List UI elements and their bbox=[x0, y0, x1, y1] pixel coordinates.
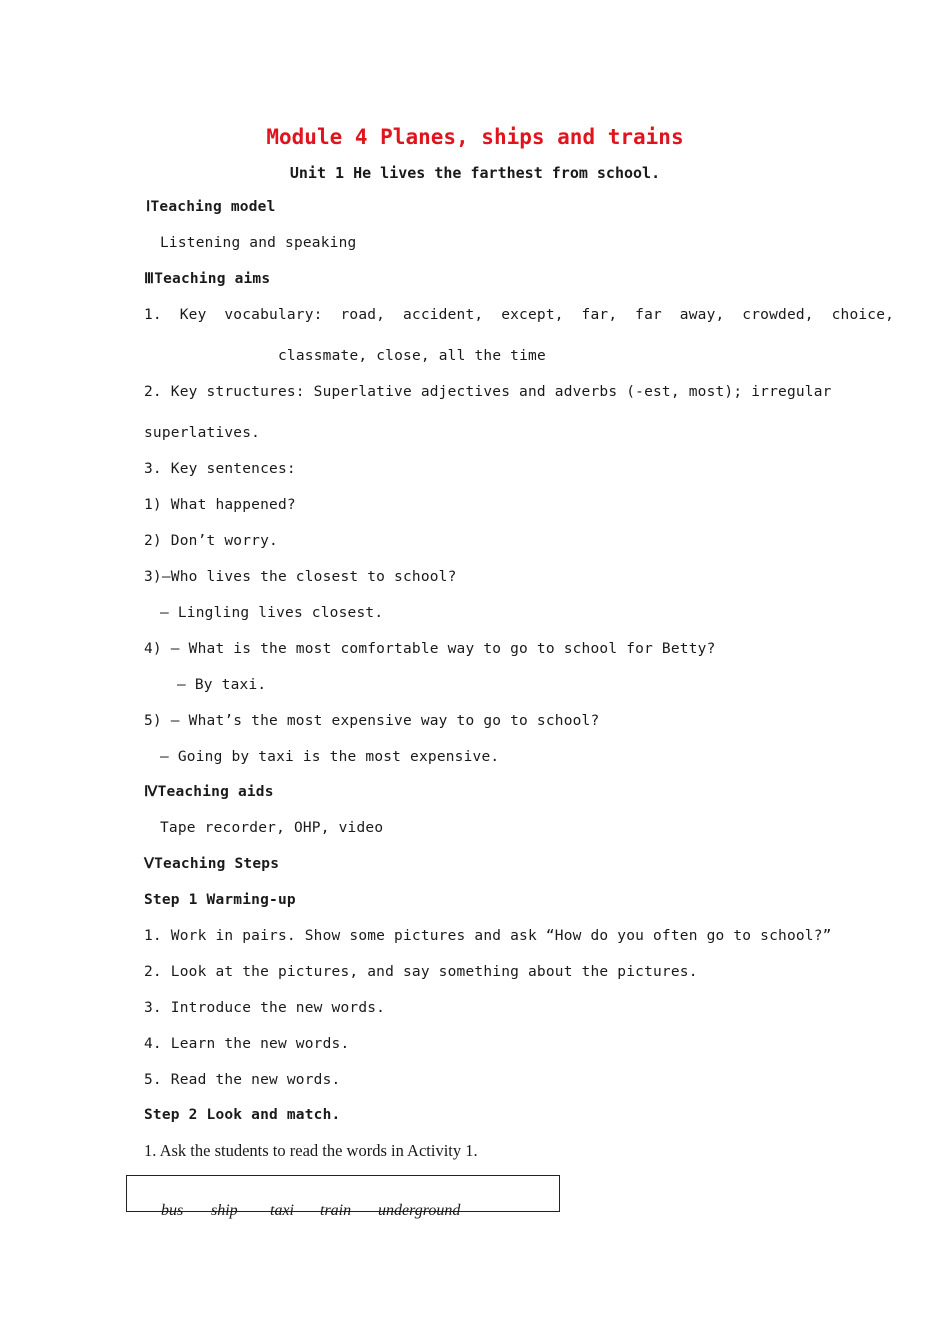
word-train: train bbox=[320, 1202, 352, 1219]
aim-key-sentences: 3. Key sentences: bbox=[144, 461, 296, 477]
step1-item-5: 5. Read the new words. bbox=[144, 1072, 341, 1088]
step1-item-1: 1. Work in pairs. Show some pictures and ask “How do you often go to school?” bbox=[144, 928, 832, 944]
step2-item-1: 1. Ask the students to read the words in Activity 1. bbox=[144, 1141, 478, 1160]
sentence-2: 2) Don’t worry. bbox=[144, 533, 278, 549]
document-title: Module 4 Planes, ships and trains bbox=[266, 125, 684, 149]
teaching-steps-heading: ⅤTeaching Steps bbox=[144, 856, 280, 872]
teaching-model-text: Listening and speaking bbox=[160, 235, 357, 251]
vocabulary-word-box bbox=[126, 1175, 560, 1219]
teaching-model-heading: ⅠTeaching model bbox=[146, 199, 276, 215]
step1-item-2: 2. Look at the pictures, and say something about the pictures. bbox=[144, 964, 698, 980]
sentence-5-question: 5) — What’s the most expensive way to go to school? bbox=[144, 713, 600, 729]
teaching-aids-text: Tape recorder, OHP, video bbox=[160, 820, 384, 836]
word-taxi: taxi bbox=[270, 1202, 294, 1219]
teaching-aids-heading: ⅣTeaching aids bbox=[144, 784, 274, 800]
sentence-3-question: 3)—Who lives the closest to school? bbox=[144, 569, 457, 585]
aim-structures-line1: 2. Key structures: Superlative adjectives and adverbs (-est, most); irregular bbox=[144, 384, 832, 400]
teaching-aims-heading: ⅢTeaching aims bbox=[144, 271, 271, 287]
unit-subtitle: Unit 1 He lives the farthest from school. bbox=[289, 164, 661, 182]
sentence-5-answer: — Going by taxi is the most expensive. bbox=[160, 749, 500, 765]
step2-heading: Step 2 Look and match. bbox=[144, 1107, 341, 1123]
word-ship: ship bbox=[211, 1202, 238, 1219]
step1-item-3: 3. Introduce the new words. bbox=[144, 1000, 386, 1016]
sentence-3-answer: — Lingling lives closest. bbox=[160, 605, 384, 621]
sentence-4-question: 4) — What is the most comfortable way to go to school for Betty? bbox=[144, 641, 716, 657]
step1-heading: Step 1 Warming-up bbox=[144, 892, 296, 908]
step1-item-4: 4. Learn the new words. bbox=[144, 1036, 350, 1052]
word-bus: bus bbox=[161, 1202, 184, 1219]
aim-structures-line2: superlatives. bbox=[144, 425, 261, 441]
aim-vocabulary-line2: classmate, close, all the time bbox=[278, 348, 546, 364]
word-underground: underground bbox=[378, 1202, 461, 1219]
vocabulary-words bbox=[137, 1181, 460, 1241]
sentence-1: 1) What happened? bbox=[144, 497, 296, 513]
aim-vocabulary-line1: 1. Key vocabulary: road, accident, except, far, far away, crowded, choice, bbox=[144, 307, 895, 323]
sentence-4-answer: — By taxi. bbox=[177, 677, 267, 693]
